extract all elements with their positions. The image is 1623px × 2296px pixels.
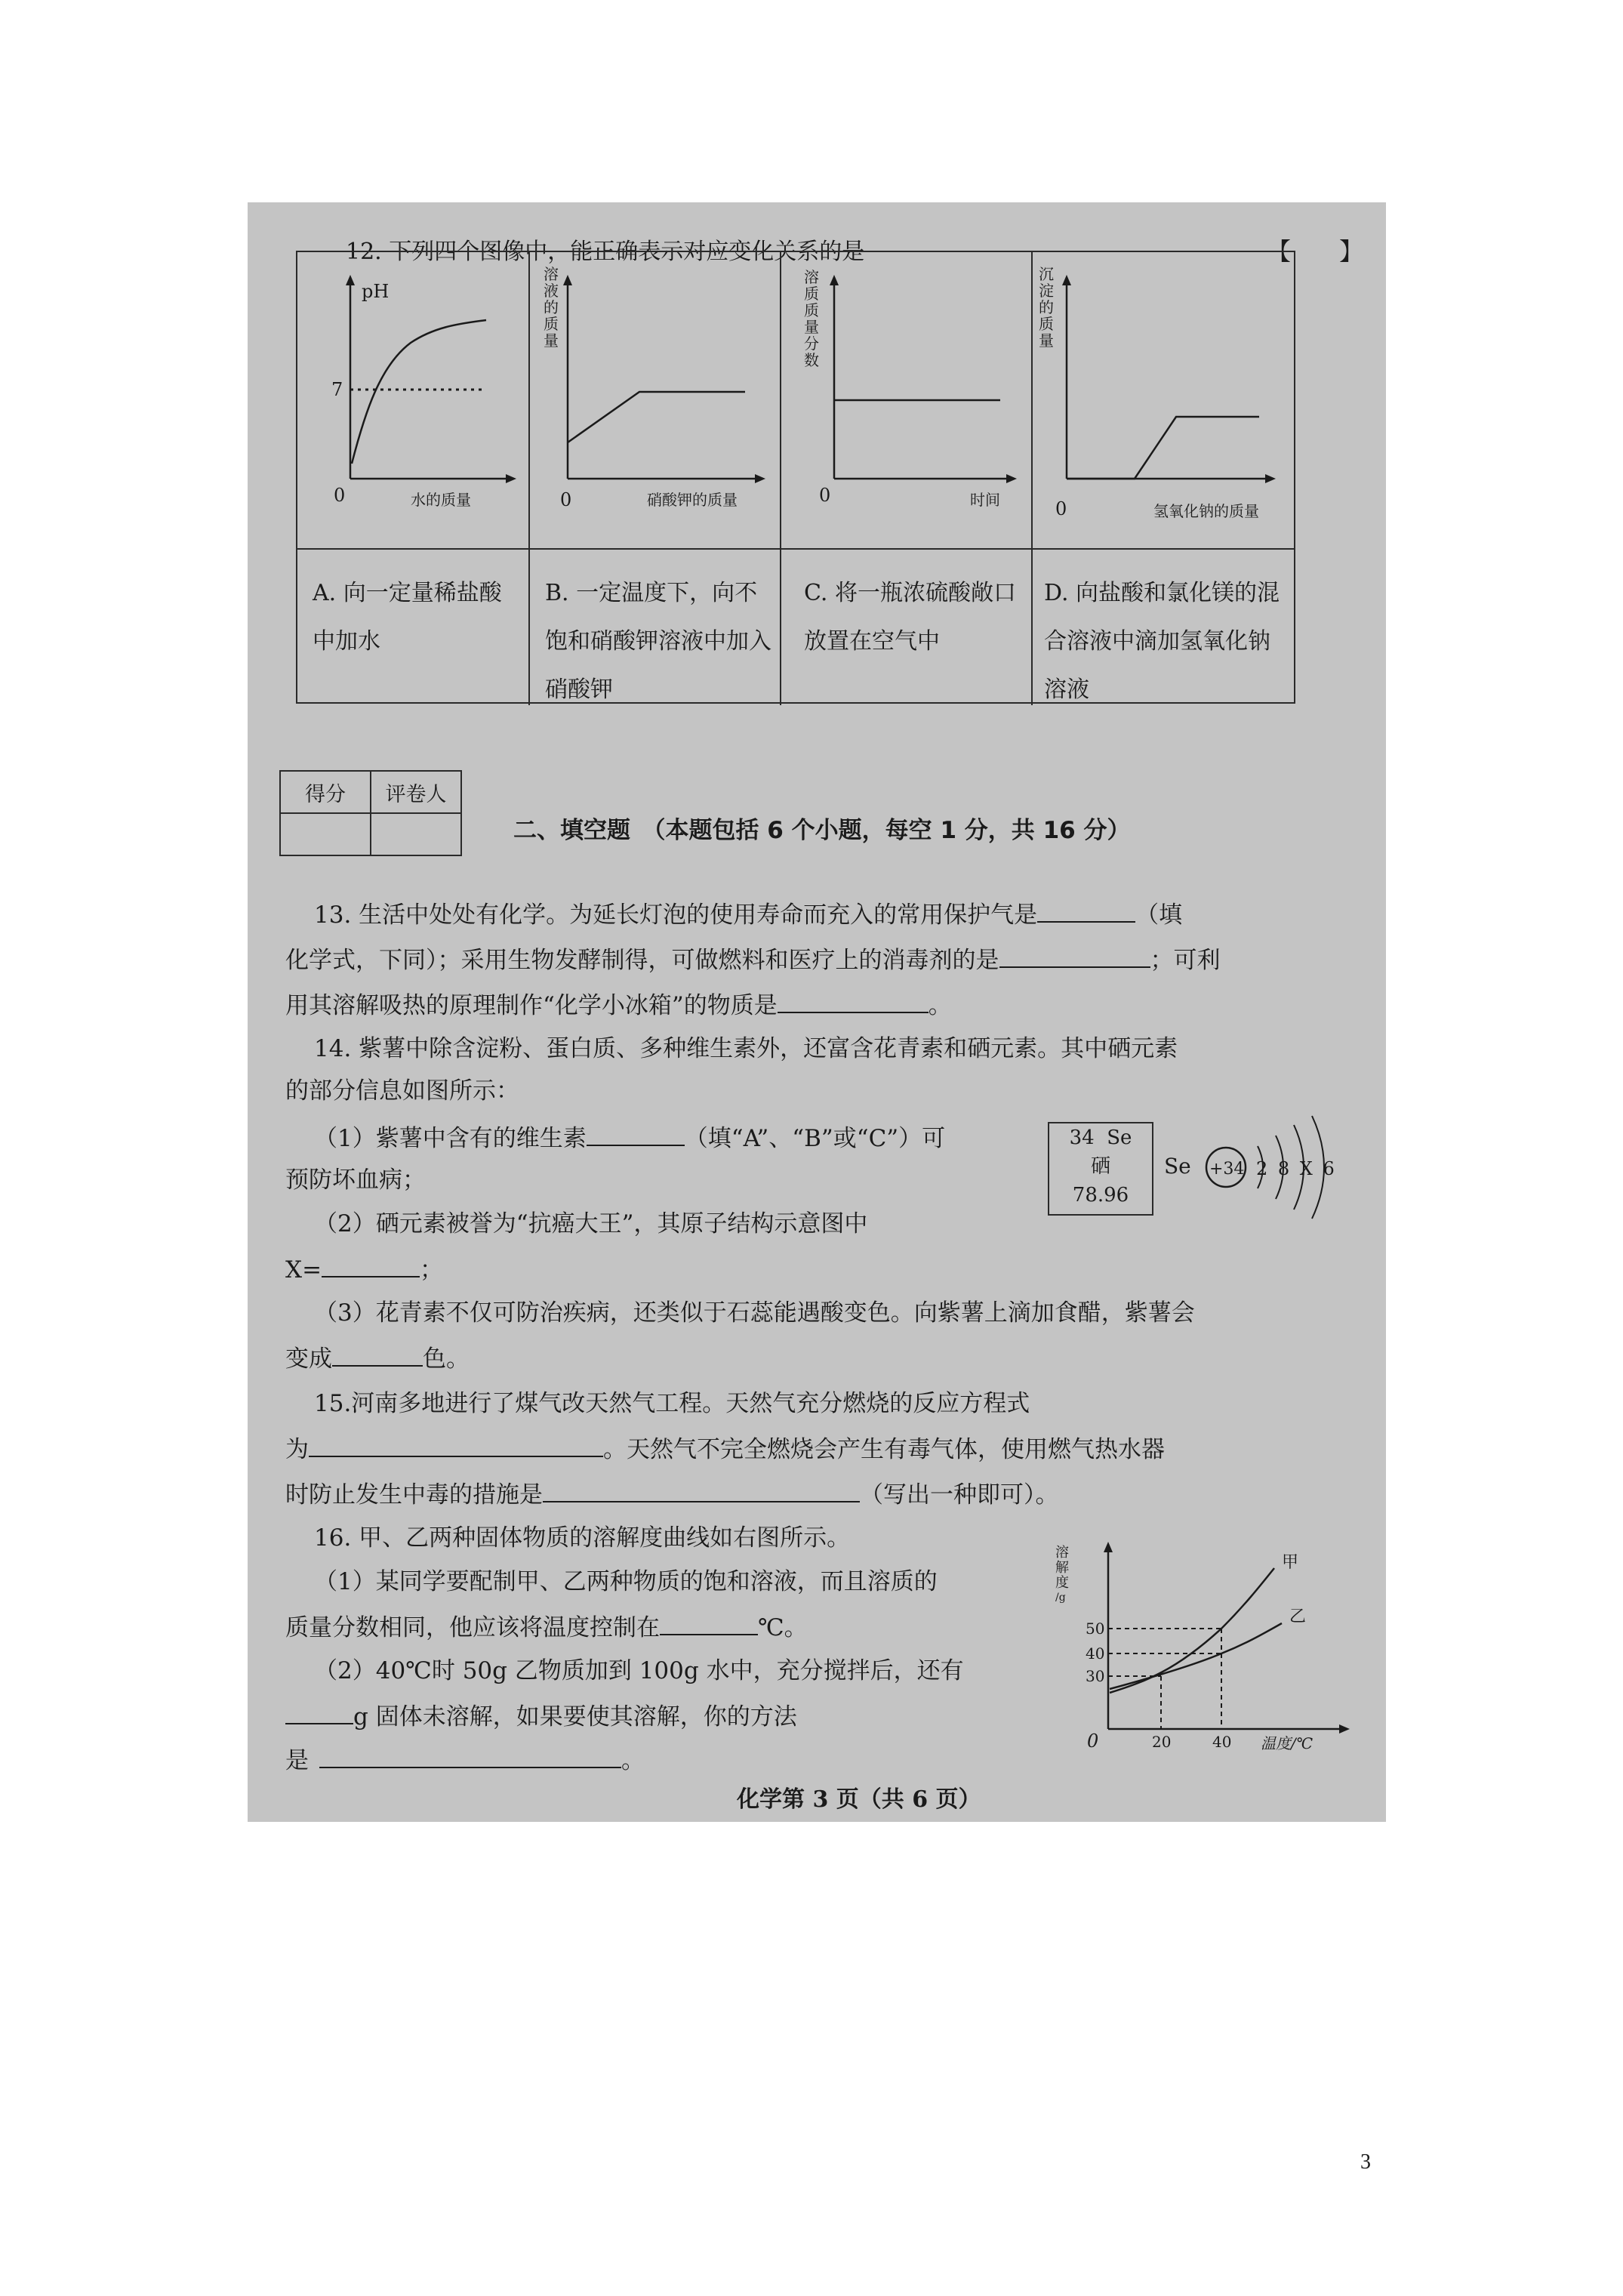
q14-text-3b: 变成	[285, 1345, 332, 1373]
q13-text-2a: 化学式，下同）；采用生物发酵制得，可做燃料和医疗上的消毒剂的是	[285, 947, 999, 974]
legend-jia: 甲	[1282, 1553, 1299, 1572]
y-arrow-icon	[830, 275, 839, 285]
score-cell	[280, 813, 371, 855]
q12-caption-c: C. 将一瓶浓硫酸敞口放置在空气中	[804, 580, 1016, 655]
q12-option-a	[297, 252, 530, 705]
q16-text-2c: 是	[285, 1747, 309, 1774]
q16-text-1c: ℃。	[758, 1614, 808, 1641]
q12-graph-a	[297, 252, 528, 547]
q14-part2-cont	[285, 1256, 443, 1282]
q14-text-2c: ；	[420, 1256, 444, 1284]
q16-text-2b: g 固体未溶解，如果要使其溶解，你的方法	[353, 1703, 797, 1730]
xtick-40: 40	[1212, 1733, 1232, 1751]
y-arrow-icon	[1062, 275, 1071, 285]
solubility-chart	[1040, 1534, 1380, 1761]
axis-label-x: 氢氧化钠的质量	[1153, 502, 1259, 520]
q14-part2: （2）硒元素被誉为“抗癌大王”，其原子结构示意图中	[314, 1210, 868, 1237]
q14-line1: 14. 紫薯中除含淀粉、蛋白质、多种维生素外，还富含花青素和硒元素。其中硒元素	[314, 1035, 1178, 1062]
q13-line2	[285, 947, 1221, 972]
shell-electron-counts: 2 8 X 6	[1256, 1158, 1337, 1179]
nucleus-charge: +34	[1209, 1160, 1245, 1179]
q16-text-1b: 质量分数相同，他应该将温度控制在	[285, 1614, 660, 1641]
axis-label-y: 溶质质量分数	[804, 268, 819, 369]
grader-header: 评卷人	[371, 771, 461, 813]
q14-part3: （3）花青素不仅可防治疾病，还类似于石蕊能遇酸变色。向紫薯上滴加食醋，紫薯会	[314, 1299, 1195, 1327]
axis-label-x: 水的质量	[411, 491, 471, 509]
q15-text-3b: （写出一种即可）。	[860, 1481, 1059, 1509]
origin-label: 0	[1055, 498, 1067, 519]
q15-line1: 15.河南多地进行了煤气改天然气工程。天然气充分燃烧的反应方程式	[314, 1390, 1030, 1417]
element-symbol: Se	[1107, 1126, 1132, 1149]
q14-text-1a: （1）紫薯中含有的维生素	[314, 1125, 587, 1152]
q13-line1	[314, 901, 1182, 927]
q15-text-2a: 为	[285, 1436, 309, 1463]
q14-text-2b: X=	[285, 1256, 322, 1284]
q12-caption-a: A. 向一定量稀盐酸中加水	[313, 580, 502, 655]
legend-yi: 乙	[1289, 1607, 1307, 1626]
q16-part2-cont	[285, 1703, 797, 1729]
q12-graph-b	[530, 252, 780, 547]
q15-blank-2	[543, 1481, 860, 1502]
score-header: 得分	[280, 771, 371, 813]
ytick-30: 30	[1086, 1667, 1105, 1685]
q16-part1: （1）某同学要配制甲、乙两种物质的饱和溶液，而且溶质的	[314, 1568, 938, 1595]
atomic-number: 34	[1069, 1126, 1095, 1149]
section2-title: 二、填空题 （本题包括 6 个小题，每空 1 分，共 16 分）	[513, 817, 1131, 844]
atom-symbol: Se	[1164, 1154, 1191, 1179]
q12-title: 12. 下列四个图像中，能正确表示对应变化关系的是	[346, 239, 865, 265]
y-arrow-icon	[346, 275, 355, 285]
q12-options-grid	[296, 251, 1295, 704]
q16-part1-cont	[285, 1614, 808, 1640]
x-arrow-icon	[506, 474, 516, 483]
y-arrow-icon	[563, 275, 572, 285]
y-arrow-icon	[1104, 1542, 1113, 1552]
axis-label-y: 沉淀的质量	[1039, 265, 1054, 350]
ytick-50: 50	[1086, 1620, 1105, 1638]
grader-cell	[371, 813, 461, 855]
q14-line2: 的部分信息如图所示：	[285, 1077, 519, 1105]
q14-blank-2	[322, 1256, 420, 1277]
x-arrow-icon	[1265, 474, 1276, 483]
q14-blank-3	[332, 1345, 423, 1367]
origin-label: 0	[1087, 1730, 1099, 1752]
xtick-20: 20	[1152, 1733, 1172, 1751]
q15-line3	[285, 1481, 1059, 1507]
q16-blank-1	[660, 1614, 758, 1635]
q13-blank-3	[778, 992, 929, 1013]
q13-blank-1	[1037, 901, 1135, 923]
atomic-mass: 78.96	[1072, 1184, 1129, 1207]
q12-answer-bracket: 【 】	[1267, 237, 1364, 266]
element-header	[1049, 1123, 1152, 1152]
element-name: 硒	[1090, 1155, 1110, 1178]
tick-label-7: 7	[331, 379, 343, 400]
axis-label-y: pH	[362, 281, 390, 302]
origin-label: 0	[334, 485, 346, 506]
q14-part1	[314, 1125, 945, 1151]
q12-caption-d: D. 向盐酸和氯化镁的混合溶液中滴加氢氧化钠溶液	[1044, 580, 1280, 703]
q14-part3-cont	[285, 1345, 470, 1371]
axis-label-x: 硝酸钾的质量	[647, 491, 738, 509]
origin-label: 0	[819, 485, 831, 506]
q12-option-d	[1033, 252, 1294, 705]
ph-curve	[352, 320, 486, 464]
q13-line3	[285, 992, 952, 1018]
axis-label-y: 溶解度/g	[1055, 1545, 1069, 1604]
origin-label: 0	[560, 489, 572, 510]
q14-text-1b: （填“A”、“B”或“C”）可	[684, 1125, 946, 1152]
q13-text-3a: 用其溶解吸热的原理制作“化学小冰箱”的物质是	[285, 992, 778, 1019]
q15-blank-1	[309, 1436, 603, 1457]
page-footer: 化学第 3 页（共 6 页）	[737, 1786, 981, 1813]
x-arrow-icon	[1006, 474, 1017, 483]
page-number: 3	[1360, 2150, 1371, 2174]
q15-text-3a: 时防止发生中毒的措施是	[285, 1481, 543, 1509]
axis-label-y: 溶液的质量	[544, 265, 559, 350]
q12-graph-c	[781, 252, 1031, 547]
q12-option-b	[530, 252, 781, 705]
q12-caption-b: B. 一定温度下，向不饱和硝酸钾溶液中加入硝酸钾	[545, 580, 771, 703]
exam-sheet-photo	[248, 202, 1386, 1822]
q16-blank-3	[319, 1747, 621, 1768]
q13-text-3b: 。	[928, 992, 952, 1019]
q13-text-1a: 13. 生活中处处有化学。为延长灯泡的使用寿命而充入的常用保护气是	[314, 901, 1038, 929]
curve-yi	[1110, 1623, 1282, 1689]
score-table	[279, 770, 462, 856]
precipitate-line	[1067, 417, 1259, 479]
x-arrow-icon	[755, 474, 765, 483]
q13-text-1b: （填	[1135, 901, 1183, 929]
q13-text-2b: ；可利	[1150, 947, 1221, 974]
q15-text-2b: 。天然气不完全燃烧会产生有毒气体，使用燃气热水器	[603, 1436, 1165, 1463]
x-arrow-icon	[1339, 1724, 1350, 1734]
curve-jia	[1110, 1568, 1274, 1693]
axis-label-x: 时间	[970, 491, 1000, 509]
ytick-40: 40	[1086, 1644, 1105, 1663]
q12-graph-d	[1033, 252, 1292, 547]
q16-part2: （2）40℃时 50g 乙物质加到 100g 水中，充分搅拌后，还有	[314, 1657, 964, 1684]
selenium-atom-diagram	[1161, 1107, 1380, 1228]
q16-blank-2	[285, 1703, 353, 1724]
q14-text-3c: 色。	[423, 1345, 470, 1373]
q16-line1: 16. 甲、乙两种固体物质的溶解度曲线如右图所示。	[314, 1524, 851, 1552]
q16-text-2d: 。	[621, 1747, 645, 1774]
solution-mass-line	[568, 392, 745, 442]
q14-blank-1	[587, 1125, 685, 1146]
q13-blank-2	[999, 947, 1150, 968]
q14-part1-cont: 预防坏血病；	[285, 1166, 426, 1194]
q16-part2-cont2	[285, 1747, 645, 1773]
axis-label-x: 温度/℃	[1261, 1734, 1313, 1752]
selenium-element-cell	[1048, 1122, 1153, 1216]
q15-line2	[285, 1436, 1165, 1462]
q12-option-c	[781, 252, 1033, 705]
